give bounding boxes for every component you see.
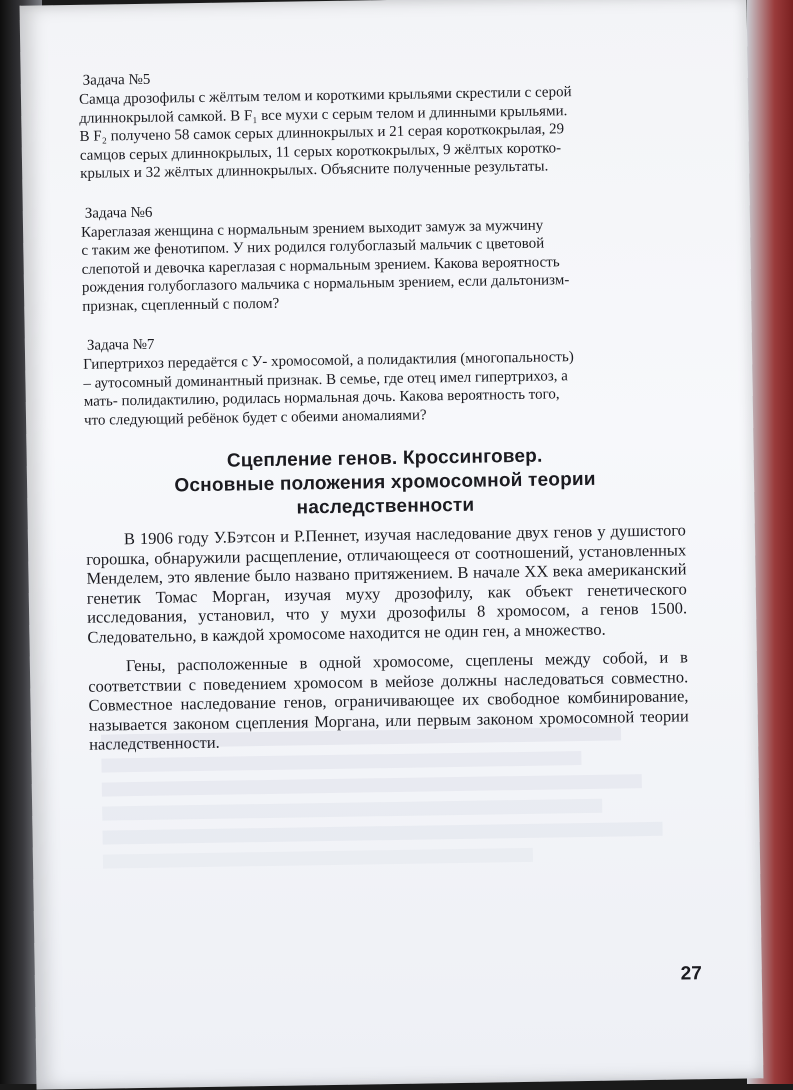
task-text: [79, 81, 680, 183]
task-line: рождения голубоглазого мальчика с нормальным зрением, если дальтонизм-: [81, 272, 570, 296]
task-line: мать- полидактилию, родилась нормальная дочь. Какова вероятность того,: [83, 386, 560, 410]
section-heading-line: наследственности: [296, 494, 475, 519]
task-line: – аутосомный доминантный признак. В семье, где отец имел гипертрихоз, а: [83, 367, 568, 392]
section-heading: [85, 442, 686, 523]
page-content: [79, 63, 690, 764]
page-number: 27: [680, 963, 702, 985]
section-heading-line: Сцепление генов. Кроссинговер.: [226, 445, 543, 472]
task-title: Задача №7: [86, 336, 155, 354]
bleed-through-text: [101, 725, 703, 878]
body-paragraph: В 1906 году У.Бэтсон и Р.Пеннет, изучая наследование двух генов у душистого горошка, обнаружили расщепление, отличающееся от соотношений, установленных Менделем, это явление было названо притяжением. В начале ХХ века американский генетик Томас Морган, изучая муху дрозофилу, как объект генетического исследования, установил, что у мухи дрозофилы 8 хромосом, а генов 1500. Следовательно, в каждой хромосоме находится не один ген, а множество.: [86, 520, 688, 647]
task-text: [81, 214, 682, 316]
body-paragraph: Гены, расположенные в одной хромосоме, сцеплены между собой, и в соответствии с поведением хромосом в мейозе должны наследоваться совместно. Совместное наследование генов, ограничивающее их свободное комбинирование, называется законом сцепления Моргана, или первым законом хромосомной теории наследственности.: [88, 647, 689, 754]
task-line: длиннокрылой самкой. В F₁ все мухи с серым телом и длинными крыльями.: [79, 102, 568, 127]
book-page: [20, 0, 764, 1090]
task-text: [83, 346, 684, 429]
task-7: [83, 328, 684, 429]
task-line: крылых и 32 жёлтых длиннокрылых. Объясните полученные результаты.: [80, 158, 549, 182]
task-line: Гипертрихоз передаётся с У- хромосомой, а полидактилия (многопальность): [83, 349, 574, 373]
task-line: В F₂ получено 58 самок серых длиннокрылых и 21 серая короткокрылая, 29: [79, 121, 565, 145]
task-line: самцов серых длиннокрылых, 11 серых короткокрылых, 9 жёлтых коротко-: [79, 139, 562, 164]
task-line: слепотой и девочка кареглазая с нормальным зрением. Какова вероятность: [81, 253, 560, 278]
task-title: Задача №6: [84, 204, 153, 222]
task-line: признак, сцепленный с полом?: [82, 295, 280, 315]
section-heading-line: Основные положения хромосомной теории: [174, 468, 596, 497]
task-title: Задача №5: [82, 71, 151, 89]
task-line: что следующий ребёнок будет с обеими аномалиями?: [83, 406, 427, 429]
task-line: Кареглазая женщина с нормальным зрением выходит замуж за мужчину: [80, 217, 544, 241]
task-5: [79, 63, 681, 183]
task-6: [81, 196, 683, 316]
task-line: с таким же фенотипом. У них родился голубоглазый мальчик с цветовой: [81, 235, 545, 259]
task-line: Самца дрозофилы с жёлтым телом и короткими крыльями скрестили с серой: [78, 84, 572, 108]
